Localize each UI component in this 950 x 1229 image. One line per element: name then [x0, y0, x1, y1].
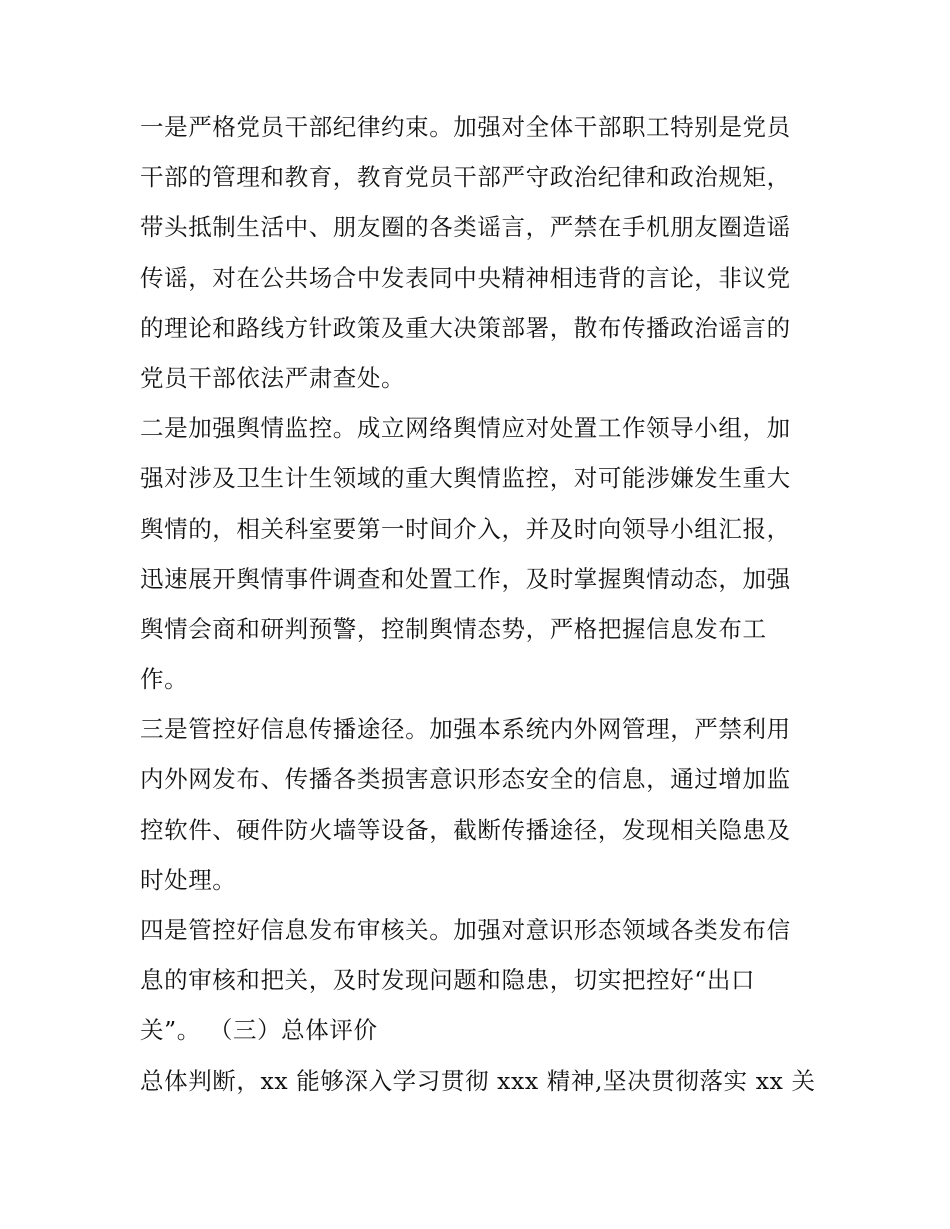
text-line: 党员干部依法严肃查处。: [140, 363, 406, 392]
text-line: 作。: [140, 665, 189, 694]
text-line: 舆情会商和研判预警，控制舆情态势，严格把握信息发布工: [140, 614, 767, 643]
text-line: 带头抵制生活中、朋友圈的各类谣言，严禁在手机朋友圈造谣: [140, 213, 791, 242]
text-line: 强对涉及卫生计生领域的重大舆情监控，对可能涉嫌发生重大: [140, 464, 791, 493]
document-body: [140, 102, 840, 1106]
text-line: 的理论和路线方针政策及重大决策部署，散布传播政治谣言的: [140, 313, 791, 342]
text-line: 关”。 （三）总体评价: [140, 1016, 378, 1045]
text-line: 内外网发布、传播各类损害意识形态安全的信息，通过增加监: [140, 765, 791, 794]
text-line: 三是管控好信息传播途径。加强本系统内外网管理，严禁利用: [140, 715, 791, 744]
text-line: 舆情的，相关科室要第一时间介入，并及时向领导小组汇报，: [140, 514, 791, 543]
text-line: 一是严格党员干部纪律约束。加强对全体干部职工特别是党员: [140, 113, 791, 141]
text-line: 总体判断，xx 能够深入学习贯彻 xxx 精神,坚决贯彻落实 xx 关: [140, 1066, 816, 1095]
text-line: 迅速展开舆情事件调查和处置工作，及时掌握舆情动态，加强: [140, 564, 791, 593]
text-line: 传谣，对在公共场合中发表同中央精神相违背的言论，非议党: [140, 263, 791, 292]
text-line: 二是加强舆情监控。成立网络舆情应对处置工作领导小组，加: [140, 414, 791, 443]
text-line: 时处理。: [140, 865, 237, 894]
text-line: 息的审核和把关，及时发现问题和隐患，切实把控好“出口: [140, 966, 756, 995]
text-line: 干部的管理和教育，教育党员干部严守政治纪律和政治规矩，: [140, 163, 791, 192]
text-line: 控软件、硬件防火墙等设备，截断传播途径，发现相关隐患及: [140, 815, 791, 844]
text-line: 四是管控好信息发布审核关。加强对意识形态领域各类发布信: [140, 916, 791, 944]
